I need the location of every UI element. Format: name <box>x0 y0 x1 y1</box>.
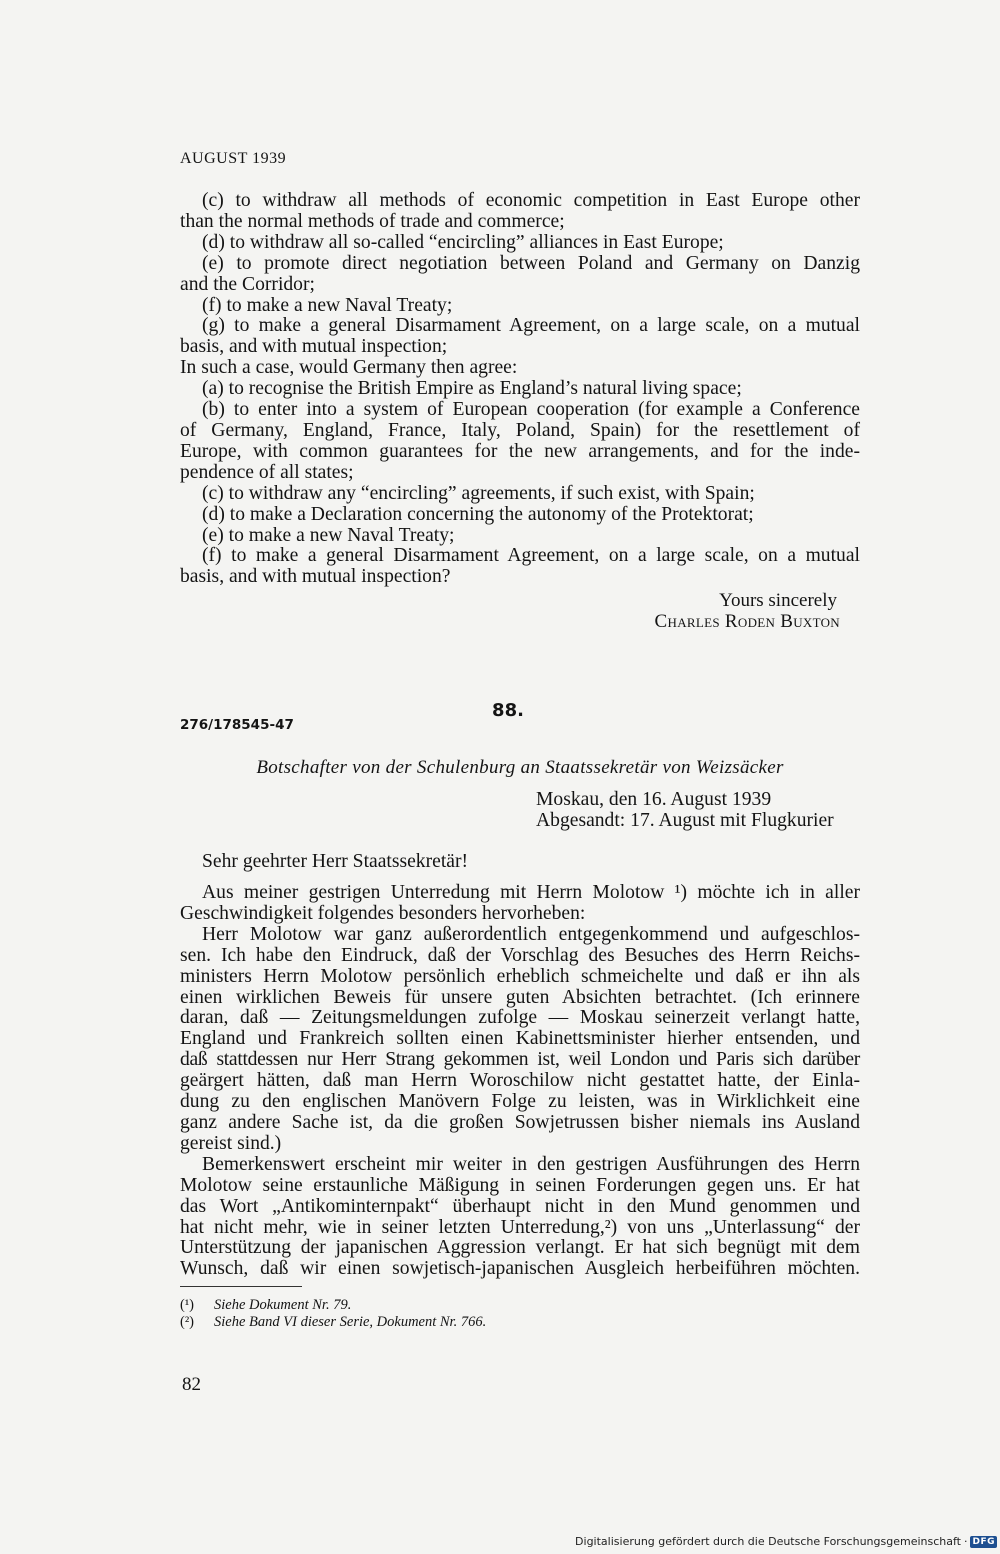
place-date-block <box>536 790 834 831</box>
document-title: Botschafter von der Schulenburg an Staatssekretär von Weizsäcker <box>256 757 784 778</box>
signature: Charles Roden Buxton <box>654 610 840 632</box>
text-line: Molotow seine erstaunliche Mäßigung in seinen Forderungen gegen uns. Er hat <box>180 1174 860 1196</box>
text-line: In such a case, would Germany then agree: <box>180 357 518 379</box>
footnote <box>180 1314 486 1331</box>
place-date: Moskau, den 16. August 1939 <box>536 789 772 810</box>
salutation-block <box>180 852 860 873</box>
text-line: Bemerkenswert erscheint mir weiter in den gestrigen Ausführungen des Herrn <box>202 1153 860 1175</box>
text-line: (a) to recognise the British Empire as England’s natural living space; <box>202 378 742 400</box>
digitization-credit: Digitalisierung gefördert durch die Deutsche Forschungsgemeinschaft · DFG <box>575 1535 995 1548</box>
letter-text <box>180 191 860 588</box>
text-line: (d) to withdraw all so-called “encircling” alliances in East Europe; <box>202 231 724 253</box>
text-line: (f) to make a general Disarmament Agreement, on a large scale, on a mutual <box>202 545 860 567</box>
text-line: Unterstützung der japanischen Aggression verlangt. Er hat sich begnügt mit dem <box>180 1237 860 1259</box>
text-line: gereist sind.) <box>180 1132 282 1154</box>
text-line: (e) to promote direct negotiation between Poland and Germany on Danzig <box>202 252 860 274</box>
text-line: einen wirklichen Beweis für unsere guten Absichten betrachtet. (Ich erinnere <box>180 986 860 1008</box>
text-line: (e) to make a new Naval Treaty; <box>202 524 455 546</box>
sent-note: Abgesandt: 17. August mit Flugkurier <box>536 809 834 831</box>
text-line: basis, and with mutual inspection; <box>180 336 448 358</box>
text-line: and the Corridor; <box>180 273 315 295</box>
text-line: ministers Herrn Molotow persönlich erheblich schmeichelte und daß er ihn als <box>180 965 860 987</box>
text-line: Geschwindigkeit folgendes besonders hervorheben: <box>180 902 586 924</box>
text-line: Herr Molotow war ganz außerordentlich entgegenkommend und aufgeschlos- <box>202 923 860 945</box>
footnote-divider <box>180 1286 302 1287</box>
text-line: pendence of all states; <box>180 461 354 483</box>
running-head: AUGUST 1939 <box>180 150 287 167</box>
footnote-text: Siehe Dokument Nr. 79. <box>214 1297 352 1313</box>
text-line: dung zu den englischen Manövern Folge zu leisten, was in Wirklichkeit eine <box>180 1091 860 1113</box>
text-line: than the normal methods of trade and commerce; <box>180 210 565 232</box>
letter-body <box>180 883 860 1280</box>
text-line: (b) to enter into a system of European cooperation (for example a Conference <box>202 399 860 421</box>
footnotes <box>180 1297 486 1331</box>
salutation: Sehr geehrter Herr Staatssekretär! <box>202 851 469 872</box>
text-line: sen. Ich habe den Eindruck, daß der Vorschlag des Besuches des Herrn Reichs- <box>180 944 860 966</box>
text-line: Wunsch, daß wir einen sowjetisch-japanischen Ausgleich herbeiführen möchten. <box>180 1258 860 1280</box>
text-line: (g) to make a general Disarmament Agreement, on a large scale, on a mutual <box>202 315 860 337</box>
credit-text: Digitalisierung gefördert durch die Deutsche Forschungsgemeinschaft <box>575 1535 961 1548</box>
text-line: hat nicht mehr, wie in seiner letzten Unterredung,²) von uns „Unterlassung“ der <box>180 1216 860 1238</box>
text-line: Aus meiner gestrigen Unterredung mit Herrn Molotow ¹) möchte ich in aller <box>202 882 860 903</box>
closing-phrase: Yours sincerely <box>719 590 837 611</box>
letter-closing <box>180 591 840 632</box>
file-reference: 276/178545-47 <box>180 717 294 733</box>
text-line: daß stattdessen nur Herr Strang gekommen ist, weil London und Paris sich darüber <box>180 1049 860 1071</box>
text-line: (c) to withdraw any “encircling” agreements, if such exist, with Spain; <box>202 482 755 504</box>
dfg-logo-icon: DFG <box>972 1536 995 1547</box>
text-line: (f) to make a new Naval Treaty; <box>202 294 453 316</box>
text-line: basis, and with mutual inspection? <box>180 566 451 588</box>
text-line: of Germany, England, France, Italy, Poland, Spain) for the resettlement of <box>180 419 860 441</box>
document-number: 88. <box>492 700 524 721</box>
page-number: 82 <box>182 1374 201 1395</box>
text-line: ganz andere Sache ist, da die großen Sowjetrussen bisher niemals ins Ausland <box>180 1111 860 1133</box>
footnote-marker: (¹) <box>180 1297 195 1313</box>
footnote-marker: (²) <box>180 1314 195 1330</box>
text-line: (c) to withdraw all methods of economic competition in East Europe other <box>202 190 860 211</box>
text-line: Europe, with common guarantees for the new arrangements, and for the inde- <box>180 440 860 462</box>
text-line: daran, daß — Zeitungsmeldungen zufolge — Moskau seinerzeit verlangt hatte, <box>180 1007 860 1029</box>
text-line: das Wort „Antikominternpakt“ überhaupt nicht in den Mund genommen und <box>180 1195 860 1217</box>
text-line: geärgert hätten, daß man Herrn Woroschilow nicht gestattet hatte, der Einla- <box>180 1070 860 1092</box>
text-line: England und Frankreich sollten einen Kabinettsminister hierher entsenden, und <box>180 1028 860 1050</box>
footnote <box>180 1297 486 1314</box>
text-line: (d) to make a Declaration concerning the autonomy of the Protektorat; <box>202 503 754 525</box>
footnote-text: Siehe Band VI dieser Serie, Dokument Nr. 766. <box>214 1314 487 1330</box>
